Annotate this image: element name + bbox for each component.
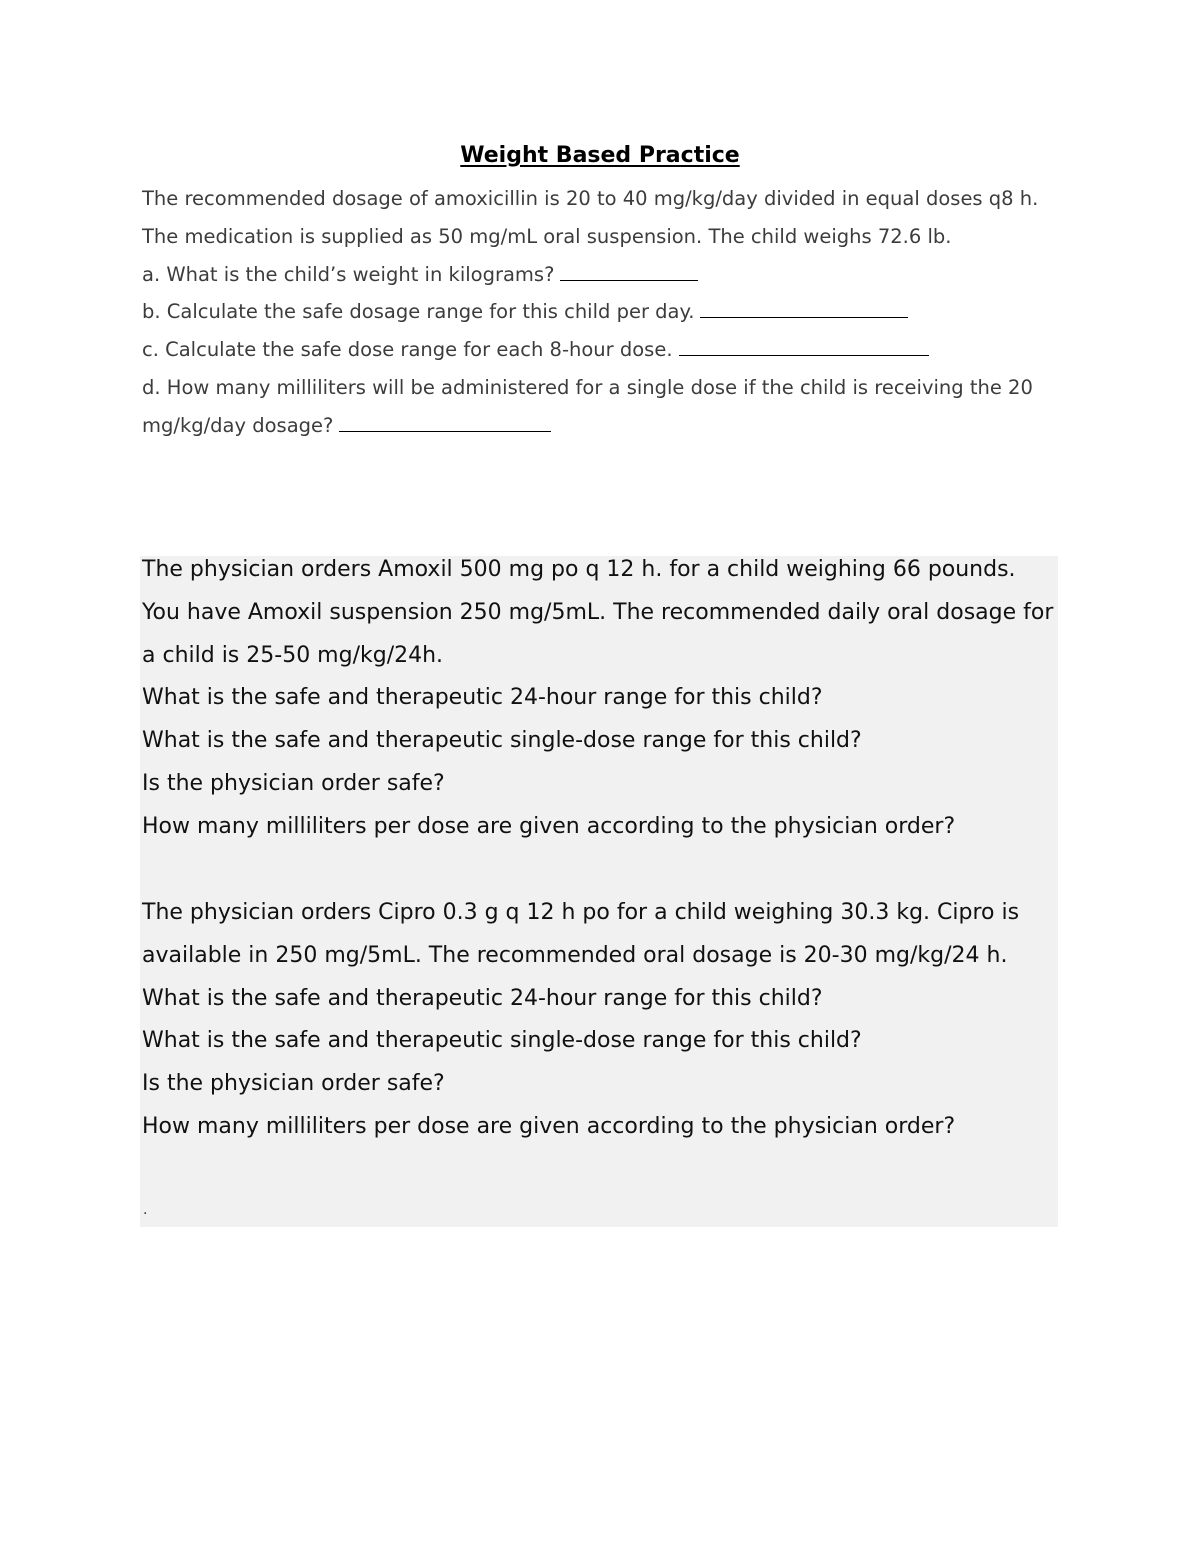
problem-amoxil-question-3: Is the physician order safe? <box>142 770 445 796</box>
problem-amoxil-question-2: What is the safe and therapeutic single-dose range for this child? <box>142 728 862 754</box>
problem-cipro-question-2: What is the safe and therapeutic single-dose range for this child? <box>142 1028 862 1054</box>
problem-cipro-question-4: How many milliliters per dose are given according to the physician order? <box>142 1113 956 1139</box>
answer-blank-c <box>679 335 929 356</box>
answer-blank-d <box>339 411 551 432</box>
answer-blank-a <box>560 260 698 281</box>
page-title-text: Weight Based Practice <box>460 143 740 168</box>
answer-blank-b <box>700 297 908 318</box>
page-title <box>0 140 1200 172</box>
question-d <box>142 369 1062 445</box>
problem-amoxil <box>142 549 1058 849</box>
question-d-text: d. How many milliliters will be administered for a single dose if the child is receiving the 20 mg/kg/day dosage? <box>142 375 1033 437</box>
problem-cipro-statement: The physician orders Cipro 0.3 g q 12 h po for a child weighing 30.3 kg. Cipro is available in 250 mg/5mL. The recommended oral dosage is 20-30 mg/kg/24 h. <box>142 900 1020 968</box>
problem-amoxil-question-1: What is the safe and therapeutic 24-hour range for this child? <box>142 685 823 711</box>
question-c <box>142 331 1062 369</box>
problem-cipro-question-3: Is the physician order safe? <box>142 1071 445 1097</box>
question-b-text: b. Calculate the safe dosage range for this child per day. <box>142 300 695 324</box>
problem-amoxil-question-4: How many milliliters per dose are given according to the physician order? <box>142 813 956 839</box>
question-b <box>142 293 1062 331</box>
intro-section <box>142 180 1062 445</box>
problem-cipro <box>142 892 1058 1149</box>
trailing-period: . <box>143 1202 148 1218</box>
question-a <box>142 256 1062 294</box>
intro-paragraph: The recommended dosage of amoxicillin is 20 to 40 mg/kg/day divided in equal doses q8 h. The medication is supplied as 50 mg/mL oral suspension. The child weighs 72.6 lb. <box>142 187 1039 248</box>
question-c-text: c. Calculate the safe dose range for each 8-hour dose. <box>142 338 673 362</box>
question-a-text: a. What is the child’s weight in kilograms? <box>142 262 555 286</box>
problem-cipro-question-1: What is the safe and therapeutic 24-hour range for this child? <box>142 985 823 1011</box>
problem-amoxil-statement: The physician orders Amoxil 500 mg po q 12 h. for a child weighing 66 pounds. You have Amoxil suspension 250 mg/5mL. The recommended daily oral dosage for a child is 25-50 mg/kg/24h. <box>142 557 1054 668</box>
